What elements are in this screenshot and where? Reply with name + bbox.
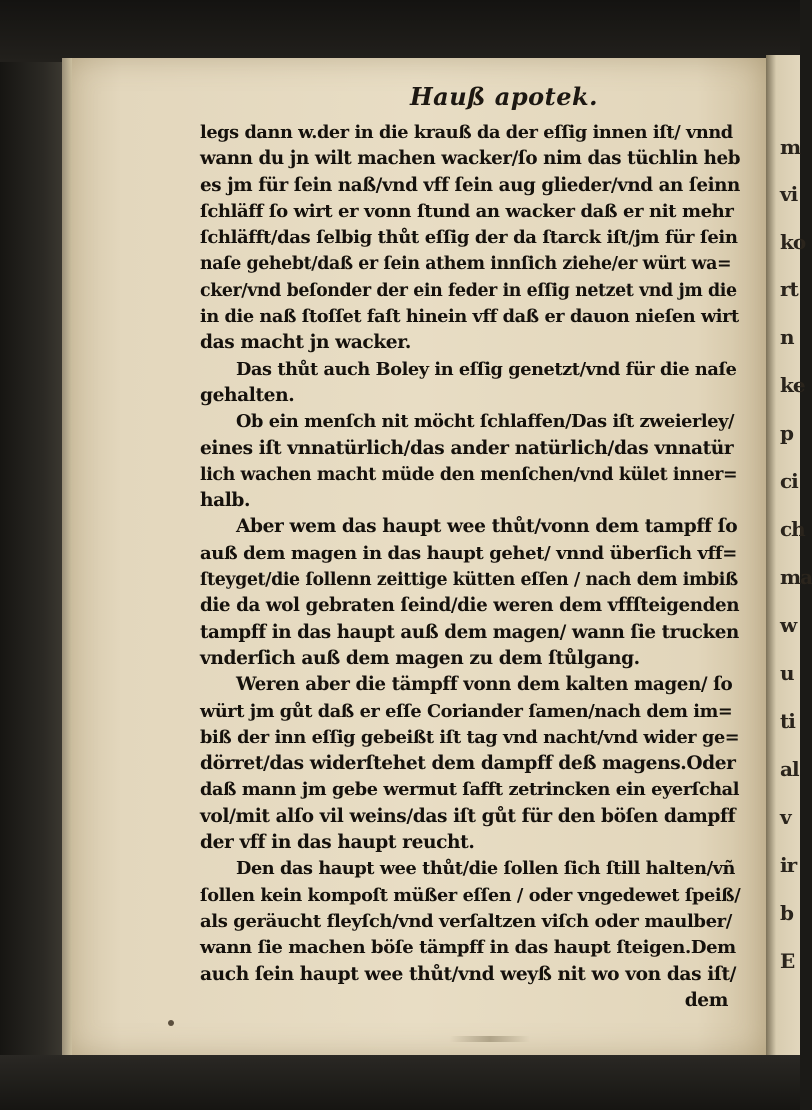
text-line: ſchläff ſo wirt er vonn ſtund an wacker daß er nit mehr — [200, 200, 734, 222]
text-line: auch ſein haupt wee thůt/vnd weyß nit wo von das iſt/ — [200, 963, 737, 985]
text-line: lich wachen macht müde den menſchen/vnd kület inner= — [200, 464, 738, 485]
text-line: wann du jn wilt machen wacker/ſo nim das tüchlin heb — [200, 148, 741, 170]
text-line: daß mann jm gebe wermut ſafft zetrincken ein eyerſchal — [200, 779, 740, 801]
text-line: Den das haupt wee thůt/die ſollen ſich ſtill halten/vñ — [236, 858, 735, 880]
text-line: legs dann w.der in die krauß da der eſſig innen iſt/ vnnd — [200, 122, 733, 143]
ink-spot — [168, 1020, 174, 1026]
facing-page-fragment: m — [780, 135, 801, 159]
facing-page-fragment: vi — [780, 182, 798, 206]
facing-page-fragment: w — [780, 613, 797, 637]
page-gutter — [62, 58, 72, 1056]
body-text — [200, 120, 740, 1014]
facing-page-fragment: al — [780, 757, 799, 781]
page-foot-mark — [450, 1036, 530, 1042]
bottom-dark-border — [0, 1055, 800, 1110]
facing-page-fragment: ci — [780, 469, 798, 493]
facing-page-fragment: ch — [780, 517, 805, 541]
text-line: dörret/das widerſtehet dem dampff deß magens.Oder — [200, 753, 736, 775]
text-line: eines iſt vnnatürlich/das ander natürlich/das vnnatür — [200, 437, 734, 459]
text-line: vnderſich auß dem magen zu dem ſtůlgang. — [200, 647, 640, 669]
facing-page-fragment: E — [780, 949, 795, 973]
top-dark-border — [0, 0, 800, 62]
facing-page-edge — [766, 55, 812, 1055]
catchword: dem — [684, 989, 728, 1011]
facing-page-fragment: ke — [780, 373, 805, 397]
facing-page-fragment: u — [780, 661, 794, 685]
text-line: vol/mit alſo vil weins/das iſt gůt für den böſen dampff — [200, 805, 736, 827]
text-line: tampff in das haupt auß dem magen/ wann ſie trucken — [200, 621, 739, 643]
text-line: als geräucht fleyſch/vnd verſaltzen viſch oder maulber/ — [200, 910, 732, 932]
text-line: es jm für ſein naß/vnd vff ſein aug glieder/vnd an ſeinn — [200, 174, 740, 196]
facing-page-fragment: n — [780, 325, 794, 349]
facing-page-fragment: ir — [780, 853, 797, 877]
text-line: der vff in das haupt reucht. — [200, 832, 475, 854]
text-line: Ob ein menſch nit möcht ſchlaffen/Das iſt zweierley/ — [236, 411, 735, 433]
text-line: biß der inn eſſig gebeißt iſt tag vnd nacht/vnd wider ge= — [200, 726, 740, 748]
text-line: ſteyget/die ſollenn zeittige kütten eſſen / nach dem imbiß — [200, 570, 738, 591]
facing-page-fragment: b — [780, 901, 793, 925]
text-line: ſollen kein kompoſt müßer eſſen / oder vngedewet ſpeiß/ — [200, 884, 741, 906]
text-line: cker/vnd beſonder der ein feder in eſſig netzet vnd jm die — [200, 280, 737, 301]
facing-page-fragment: rt — [780, 277, 798, 301]
text-line: in die naß ſtoſſet faſt hinein vff daß er dauon nieſen wirt — [200, 306, 739, 328]
text-line: wann ſie machen böſe tämpff in das haupt ſteigen.Dem — [200, 937, 736, 959]
facing-page-fragment: ko — [780, 230, 806, 254]
text-line: die da wol gebraten ſeind/die weren dem vffſteigenden — [200, 595, 740, 617]
book-left-edge — [0, 62, 62, 1057]
facing-page-fragment: p — [780, 421, 793, 445]
text-line: würt jm gůt daß er eſſe Coriander ſamen/nach dem im= — [200, 700, 733, 722]
text-line: halb. — [200, 490, 251, 512]
facing-page-fragment: ti — [780, 709, 795, 733]
text-line: ſchläfft/das ſelbig thůt eſſig der da ſtarck iſt/jm für ſein — [200, 227, 738, 249]
text-line: Das thůt auch Boley in eſſig genetzt/vnd für die naſe — [236, 358, 737, 380]
text-line: gehalten. — [200, 384, 295, 406]
running-header: Hauß apotek. — [410, 82, 598, 111]
text-line: Aber wem das haupt wee thůt/vonn dem tampff ſo — [236, 516, 738, 538]
facing-page-fragment: v — [780, 805, 791, 829]
text-line: naſe gehebt/daß er ſein athem innſich ziehe/er würt wa= — [200, 254, 732, 275]
text-line: Weren aber die tämpff vonn dem kalten magen/ ſo — [236, 674, 733, 696]
facing-page-fragment: ma — [780, 565, 812, 589]
text-line: auß dem magen in das haupt gehet/ vnnd überſich vff= — [200, 542, 737, 564]
text-line: das macht jn wacker. — [200, 332, 411, 354]
